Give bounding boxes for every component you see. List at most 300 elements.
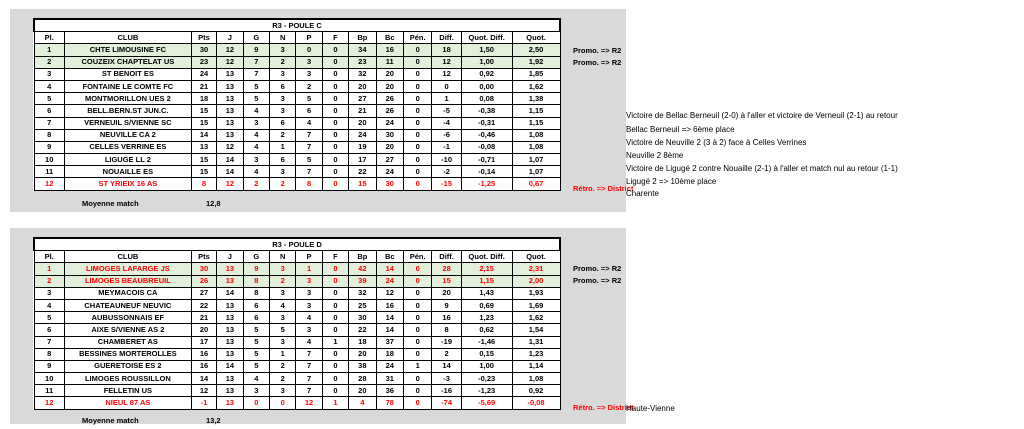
table-cell: 0 xyxy=(322,324,348,336)
table-cell: 20 xyxy=(349,117,376,129)
table-cell: 18 xyxy=(432,44,461,56)
table-cell: MONTMORILLON UES 2 xyxy=(64,93,191,105)
column-header: Bp xyxy=(349,251,376,263)
table-cell: 3 xyxy=(269,336,295,348)
table-cell: 23 xyxy=(349,56,376,68)
table-cell: 8 xyxy=(243,287,269,299)
table-cell: 13 xyxy=(191,141,216,153)
table-cell: 21 xyxy=(349,105,376,117)
table-cell: 0 xyxy=(322,93,348,105)
table-cell: 1 xyxy=(34,44,64,56)
table-cell: 0 xyxy=(322,129,348,141)
table-cell: 0 xyxy=(322,287,348,299)
table-cell: 26 xyxy=(191,275,216,287)
column-header: P xyxy=(296,251,322,263)
table-cell: 3 xyxy=(296,287,322,299)
table-cell: 22 xyxy=(349,324,376,336)
table-cell: 13 xyxy=(217,263,243,275)
column-header: F xyxy=(322,251,348,263)
note-c-5: Victoire de Ligugé 2 contre Nouaille (2-1) à l'aller et match nul au retour (1-1) xyxy=(626,164,898,173)
table-cell: 1,23 xyxy=(512,348,560,360)
table-cell: 13 xyxy=(217,397,243,409)
table-cell: 1 xyxy=(403,360,431,372)
poule-c-title-row xyxy=(34,19,560,32)
table-cell: GUERETOISE ES 2 xyxy=(64,360,191,372)
table-cell: 17 xyxy=(349,154,376,166)
table-cell: 2,15 xyxy=(461,263,512,275)
table-cell: 3 xyxy=(269,385,295,397)
table-cell: 4 xyxy=(243,141,269,153)
table-cell: -2 xyxy=(432,166,461,178)
table-cell: 15 xyxy=(191,117,216,129)
table-cell: 30 xyxy=(349,312,376,324)
poule-c-title: R3 - POULE C xyxy=(34,19,560,32)
table-cell: 0 xyxy=(322,141,348,153)
note-c-3: Victoire de Neuville 2 (3 à 2) face à Celles Verrines xyxy=(626,138,807,147)
table-cell: 2 xyxy=(269,275,295,287)
table-cell: 3 xyxy=(34,68,64,80)
table-cell: 7 xyxy=(296,385,322,397)
table-cell: -1,46 xyxy=(461,336,512,348)
table-cell: 0 xyxy=(296,44,322,56)
table-cell: 18 xyxy=(376,348,403,360)
table-cell: 1,62 xyxy=(512,80,560,92)
table-cell: 0 xyxy=(322,166,348,178)
table-cell: 0 xyxy=(403,141,431,153)
column-header: Quot. xyxy=(512,32,560,44)
table-cell: 13 xyxy=(217,312,243,324)
table-cell: 3 xyxy=(243,154,269,166)
column-header: G xyxy=(243,32,269,44)
table-cell: 2 xyxy=(269,129,295,141)
table-cell: 34 xyxy=(349,44,376,56)
table-cell: 24 xyxy=(376,166,403,178)
table-cell: 4 xyxy=(243,373,269,385)
table-cell: 15 xyxy=(191,154,216,166)
table-row xyxy=(34,397,560,409)
table-cell: 11 xyxy=(34,385,64,397)
table-row xyxy=(34,105,560,117)
table-cell: 0 xyxy=(403,93,431,105)
table-cell: 14 xyxy=(217,287,243,299)
column-header: Diff. xyxy=(432,32,461,44)
table-cell: 24 xyxy=(349,129,376,141)
table-row xyxy=(34,360,560,372)
table-cell: 1,50 xyxy=(461,44,512,56)
table-cell: 8 xyxy=(243,275,269,287)
table-cell: 30 xyxy=(376,178,403,190)
table-cell: 10 xyxy=(34,373,64,385)
table-row xyxy=(34,263,560,275)
table-cell: 9 xyxy=(243,44,269,56)
table-cell: 3 xyxy=(296,56,322,68)
table-cell: 2 xyxy=(243,178,269,190)
table-cell: AIXE S/VIENNE AS 2 xyxy=(64,324,191,336)
table-cell: 28 xyxy=(349,373,376,385)
table-cell: 2 xyxy=(296,80,322,92)
table-cell: 1,15 xyxy=(461,275,512,287)
table-cell: 20 xyxy=(191,324,216,336)
table-cell: 30 xyxy=(376,129,403,141)
table-cell: 42 xyxy=(349,263,376,275)
table-cell: 15 xyxy=(432,275,461,287)
table-cell: 24 xyxy=(376,117,403,129)
column-header: Diff. xyxy=(432,251,461,263)
table-cell: 3 xyxy=(34,287,64,299)
column-header: Pts xyxy=(191,32,216,44)
table-cell: 1,08 xyxy=(512,129,560,141)
table-cell: 8 xyxy=(432,324,461,336)
table-cell: 0,00 xyxy=(461,80,512,92)
table-cell: 1,92 xyxy=(512,56,560,68)
table-row xyxy=(34,287,560,299)
table-cell: 13 xyxy=(217,373,243,385)
table-cell: 0 xyxy=(322,117,348,129)
table-cell: 3 xyxy=(296,324,322,336)
table-cell: 0 xyxy=(403,117,431,129)
table-cell: 0,08 xyxy=(461,93,512,105)
table-cell: 7 xyxy=(296,360,322,372)
table-cell: 6 xyxy=(243,299,269,311)
table-cell: 7 xyxy=(296,348,322,360)
table-cell: 0 xyxy=(403,105,431,117)
table-cell: 5 xyxy=(243,80,269,92)
poule-d-title-row xyxy=(34,238,560,251)
table-row xyxy=(34,166,560,178)
column-header: F xyxy=(322,32,348,44)
table-cell: 3 xyxy=(269,68,295,80)
table-cell: 1 xyxy=(34,263,64,275)
table-cell: FONTAINE LE COMTE FC xyxy=(64,80,191,92)
table-cell: 11 xyxy=(34,166,64,178)
table-cell: 13 xyxy=(217,299,243,311)
table-cell: 6 xyxy=(269,117,295,129)
poule-c-table xyxy=(33,18,561,191)
note-c-6: Ligugé 2 => 10ème place xyxy=(626,177,717,186)
table-cell: 9 xyxy=(243,263,269,275)
table-cell: 0,92 xyxy=(461,68,512,80)
table-cell: 3 xyxy=(269,166,295,178)
note-c-1: Victoire de Bellac Berneuil (2-0) à l'aller et victoire de Verneuil (2-1) au retour xyxy=(626,111,898,120)
table-cell: 0 xyxy=(403,373,431,385)
table-cell: -1 xyxy=(191,397,216,409)
table-cell: 1,15 xyxy=(512,117,560,129)
table-cell: 13 xyxy=(217,105,243,117)
table-cell: 0 xyxy=(322,68,348,80)
moyenne-label-d: Moyenne match xyxy=(82,416,139,425)
table-cell: 14 xyxy=(376,312,403,324)
table-cell: 16 xyxy=(376,44,403,56)
table-cell: 12 xyxy=(217,141,243,153)
table-cell: 0 xyxy=(403,178,431,190)
table-cell: 7 xyxy=(296,129,322,141)
poule-c-panel xyxy=(10,9,634,212)
table-cell: LIMOGES ROUSSILLON xyxy=(64,373,191,385)
table-cell: 12 xyxy=(191,385,216,397)
table-cell: 1,43 xyxy=(461,287,512,299)
table-cell: 38 xyxy=(349,360,376,372)
table-cell: 6 xyxy=(34,105,64,117)
table-cell: CHAMBERET AS xyxy=(64,336,191,348)
moyenne-label-c: Moyenne match xyxy=(82,199,139,208)
table-cell: 3 xyxy=(296,299,322,311)
table-cell: 18 xyxy=(191,93,216,105)
table-cell: 7 xyxy=(296,166,322,178)
table-cell: 1,15 xyxy=(512,105,560,117)
table-cell: 13 xyxy=(217,275,243,287)
table-row xyxy=(34,44,560,56)
table-cell: -1,23 xyxy=(461,385,512,397)
table-cell: 3 xyxy=(269,312,295,324)
table-cell: 0,92 xyxy=(512,385,560,397)
table-cell: 4 xyxy=(243,129,269,141)
table-cell: 2,50 xyxy=(512,44,560,56)
table-cell: 8 xyxy=(296,178,322,190)
table-cell: 5 xyxy=(34,93,64,105)
table-cell: 13 xyxy=(217,80,243,92)
table-cell: -1 xyxy=(432,141,461,153)
table-cell: CHATEAUNEUF NEUVIC xyxy=(64,299,191,311)
table-cell: 4 xyxy=(269,299,295,311)
table-cell: 13 xyxy=(217,385,243,397)
table-cell: 1,54 xyxy=(512,324,560,336)
table-cell: 13 xyxy=(217,336,243,348)
table-cell: NEUVILLE CA 2 xyxy=(64,129,191,141)
table-cell: 0 xyxy=(322,312,348,324)
table-cell: 3 xyxy=(296,68,322,80)
table-cell: 6 xyxy=(34,324,64,336)
table-row xyxy=(34,117,560,129)
column-header: Quot. xyxy=(512,251,560,263)
table-cell: 0 xyxy=(322,263,348,275)
table-cell: 0,69 xyxy=(461,299,512,311)
table-cell: 0 xyxy=(322,275,348,287)
table-cell: 0 xyxy=(403,348,431,360)
table-cell: 0 xyxy=(243,397,269,409)
table-cell: 13 xyxy=(217,324,243,336)
poule-d-panel xyxy=(10,228,634,425)
table-cell: 8 xyxy=(34,129,64,141)
table-cell: 6 xyxy=(243,312,269,324)
table-cell: 31 xyxy=(376,373,403,385)
table-cell: -0,14 xyxy=(461,166,512,178)
table-cell: LIMOGES LAFARGE JS xyxy=(64,263,191,275)
table-row xyxy=(34,178,560,190)
table-cell: 0 xyxy=(269,397,295,409)
column-header: J xyxy=(217,32,243,44)
table-cell: 3 xyxy=(269,263,295,275)
table-cell: 14 xyxy=(376,263,403,275)
table-cell: -10 xyxy=(432,154,461,166)
table-cell: 5 xyxy=(296,93,322,105)
table-cell: 12 xyxy=(217,178,243,190)
retro-label-d: Rétro. => District xyxy=(573,403,634,412)
table-cell: 2 xyxy=(269,178,295,190)
table-row xyxy=(34,80,560,92)
table-cell: 1,85 xyxy=(512,68,560,80)
table-cell: 15 xyxy=(191,105,216,117)
table-cell: COUZEIX CHAPTELAT US xyxy=(64,56,191,68)
table-cell: 14 xyxy=(191,373,216,385)
table-cell: 5 xyxy=(243,348,269,360)
table-cell: 0,62 xyxy=(461,324,512,336)
table-cell: 14 xyxy=(217,154,243,166)
table-cell: 37 xyxy=(376,336,403,348)
table-cell: 14 xyxy=(432,360,461,372)
table-cell: 0 xyxy=(322,80,348,92)
table-cell: 14 xyxy=(217,166,243,178)
table-cell: 28 xyxy=(432,263,461,275)
poule-d-title: R3 - POULE D xyxy=(34,238,560,251)
table-cell: 16 xyxy=(191,360,216,372)
table-cell: 5 xyxy=(243,360,269,372)
table-cell: 1,08 xyxy=(512,141,560,153)
table-cell: 1 xyxy=(322,397,348,409)
table-cell: -3 xyxy=(432,373,461,385)
poule-d-table xyxy=(33,237,561,410)
table-cell: 4 xyxy=(243,105,269,117)
table-cell: 14 xyxy=(376,324,403,336)
table-cell: 13 xyxy=(217,117,243,129)
table-cell: 5 xyxy=(243,93,269,105)
table-cell: -0,31 xyxy=(461,117,512,129)
table-cell: LIMOGES BEAUBREUIL xyxy=(64,275,191,287)
table-cell: NOUAILLE ES xyxy=(64,166,191,178)
table-cell: -0,08 xyxy=(512,397,560,409)
table-cell: 20 xyxy=(376,68,403,80)
table-row xyxy=(34,373,560,385)
promo-label-d-1: Promo. => R2 xyxy=(573,264,622,273)
table-cell: 39 xyxy=(349,275,376,287)
table-cell: 2 xyxy=(269,56,295,68)
table-cell: 5 xyxy=(296,154,322,166)
table-cell: 32 xyxy=(349,68,376,80)
table-cell: 0 xyxy=(403,80,431,92)
table-cell: 7 xyxy=(296,141,322,153)
table-cell: 12 xyxy=(432,56,461,68)
table-cell: ST YRIEIX 16 AS xyxy=(64,178,191,190)
table-cell: 25 xyxy=(349,299,376,311)
table-cell: 9 xyxy=(34,141,64,153)
table-cell: 0 xyxy=(322,105,348,117)
table-cell: 30 xyxy=(191,263,216,275)
table-cell: 13 xyxy=(217,348,243,360)
column-header: Bc xyxy=(376,251,403,263)
table-row xyxy=(34,336,560,348)
table-cell: 16 xyxy=(191,348,216,360)
table-cell: 0 xyxy=(322,348,348,360)
table-cell: 0 xyxy=(403,312,431,324)
table-cell: 4 xyxy=(34,299,64,311)
table-cell: 4 xyxy=(296,117,322,129)
table-row xyxy=(34,275,560,287)
table-cell: 17 xyxy=(191,336,216,348)
table-cell: 3 xyxy=(269,287,295,299)
table-cell: 6 xyxy=(269,154,295,166)
table-cell: 1,08 xyxy=(512,373,560,385)
table-cell: 15 xyxy=(349,178,376,190)
moyenne-value-c: 12,8 xyxy=(206,199,221,208)
table-cell: 27 xyxy=(376,154,403,166)
table-cell: 0 xyxy=(403,324,431,336)
column-header: Quot. Diff. xyxy=(461,32,512,44)
promo-label-c-2: Promo. => R2 xyxy=(573,58,622,67)
column-header: Bp xyxy=(349,32,376,44)
table-cell: 12 xyxy=(34,178,64,190)
table-cell: 0 xyxy=(403,129,431,141)
column-header: Pl. xyxy=(34,251,64,263)
table-cell: 15 xyxy=(191,166,216,178)
table-cell: CELLES VERRINE ES xyxy=(64,141,191,153)
table-cell: 12 xyxy=(296,397,322,409)
table-cell: 1,07 xyxy=(512,166,560,178)
table-cell: VERNEUIL S/VIENNE SC xyxy=(64,117,191,129)
table-cell: 5 xyxy=(269,324,295,336)
table-cell: -74 xyxy=(432,397,461,409)
table-cell: -0,23 xyxy=(461,373,512,385)
table-cell: 20 xyxy=(349,348,376,360)
table-cell: 1,23 xyxy=(461,312,512,324)
table-cell: 0 xyxy=(403,287,431,299)
table-cell: -0,08 xyxy=(461,141,512,153)
table-cell: 1 xyxy=(432,93,461,105)
table-cell: 1,00 xyxy=(461,360,512,372)
table-cell: 27 xyxy=(349,93,376,105)
table-cell: 7 xyxy=(243,68,269,80)
table-cell: 20 xyxy=(376,141,403,153)
table-cell: 3 xyxy=(269,105,295,117)
table-cell: 8 xyxy=(34,348,64,360)
table-cell: AUBUSSONNAIS EF xyxy=(64,312,191,324)
column-header: CLUB xyxy=(64,32,191,44)
table-cell: 0 xyxy=(322,360,348,372)
table-cell: -0,71 xyxy=(461,154,512,166)
table-cell: 20 xyxy=(349,385,376,397)
table-cell: 19 xyxy=(349,141,376,153)
table-cell: 24 xyxy=(376,275,403,287)
note-d-region: Haute-Vienne xyxy=(626,404,675,413)
table-cell: 1,93 xyxy=(512,287,560,299)
table-cell: 30 xyxy=(191,44,216,56)
table-cell: 2,00 xyxy=(512,275,560,287)
table-cell: 12 xyxy=(376,287,403,299)
table-cell: 22 xyxy=(349,166,376,178)
table-cell: 8 xyxy=(191,178,216,190)
table-cell: 1,14 xyxy=(512,360,560,372)
table-cell: -5,69 xyxy=(461,397,512,409)
table-cell: 13 xyxy=(217,129,243,141)
table-cell: 4 xyxy=(349,397,376,409)
table-cell: 4 xyxy=(243,166,269,178)
column-header: Bc xyxy=(376,32,403,44)
table-cell: 0 xyxy=(322,44,348,56)
column-header: Pl. xyxy=(34,32,64,44)
table-cell: 2 xyxy=(34,275,64,287)
table-cell: 4 xyxy=(34,80,64,92)
column-header: Pén. xyxy=(403,32,431,44)
table-cell: 0 xyxy=(432,80,461,92)
table-cell: MEYMACOIS CA xyxy=(64,287,191,299)
table-cell: -0,46 xyxy=(461,129,512,141)
table-cell: 9 xyxy=(34,360,64,372)
table-cell: 22 xyxy=(191,299,216,311)
retro-label-c: Rétro. => District xyxy=(573,184,634,193)
table-cell: 3 xyxy=(296,275,322,287)
table-cell: 32 xyxy=(349,287,376,299)
table-cell: 0 xyxy=(403,336,431,348)
table-cell: 0,67 xyxy=(512,178,560,190)
table-cell: 0 xyxy=(322,178,348,190)
